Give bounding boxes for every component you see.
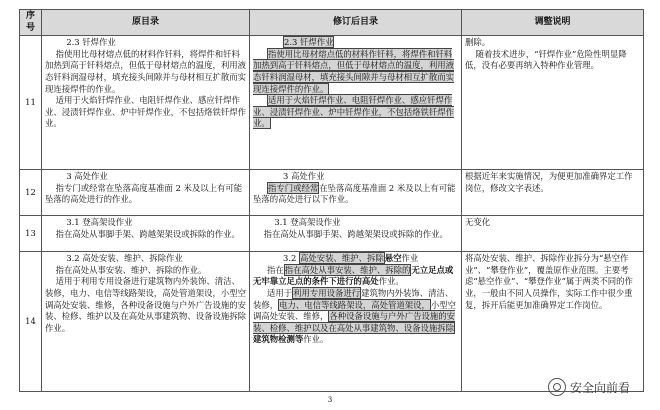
row-number: 11 xyxy=(20,36,42,170)
page-number: 3 xyxy=(327,396,333,404)
revised-para: 适用于火焰钎焊作业、电阻钎焊作业、感应钎焊作业、浸渍钎焊作业、炉中钎焊作业，不包括烙铁钎焊作业。 xyxy=(253,95,454,129)
wechat-icon xyxy=(548,378,566,396)
header-revised: 修订后目录 xyxy=(250,10,462,36)
table-header-row xyxy=(20,10,644,36)
original-cell: 2.3 钎焊作业 指使用比母材熔点低的材料作钎料，将焊件和钎料加热到高于钎料熔点，但低于母材熔点的温度，利用液态钎料润湿母材，填充接头间隙并与母材相互扩散而实现连接焊件的作业。 适用于火焰钎焊作业、电阻钎焊作业、感应钎焊作业、浸渍钎焊作业、炉中钎焊作业，不包括烙铁钎焊作业。 xyxy=(42,36,250,170)
note-cell: 根据近年来实施情况，为便更加准确界定工作岗位，修改文字表述。 xyxy=(462,170,644,216)
table-row xyxy=(20,216,644,252)
row-number: 12 xyxy=(20,170,42,216)
row-number: 14 xyxy=(20,252,42,392)
header-original: 原目录 xyxy=(42,10,250,36)
revised-para: 指在指在高处从事安装、维护、拆除的无立足点或无牢靠立足点的条件下进行的高处作业。 xyxy=(253,264,454,287)
revised-para: 指专门或经常在坠落高度基准面 2 米及以上有可能坠落的高处进行以下作业。 xyxy=(253,182,456,205)
note-cell: 删除。 随着技术进步，“钎焊作业”危险性明显降低，没有必要再纳入特种作业管理。 xyxy=(462,36,644,170)
note-cell: 无变化 xyxy=(462,216,644,252)
watermark-text: 安全向前看 xyxy=(569,380,630,395)
row-number: 13 xyxy=(20,216,42,252)
directory-revision-table xyxy=(19,9,644,392)
table-row xyxy=(20,36,644,170)
table-row xyxy=(20,170,644,216)
table-row xyxy=(20,252,644,392)
revised-cell xyxy=(250,170,462,216)
header-note: 调整说明 xyxy=(462,10,644,36)
revised-cell xyxy=(250,36,462,170)
revised-title: 3 高处作业 xyxy=(283,171,325,182)
header-no: 序号 xyxy=(20,10,42,36)
original-cell: 3.1 登高架设作业 指在高处从事脚手架、跨越架架设或拆除的作业。 xyxy=(42,216,250,252)
revised-cell: 3.1 登高架设作业 指在高处从事脚手架、跨越架架设或拆除的作业。 xyxy=(250,216,462,252)
revised-cell xyxy=(250,252,462,392)
original-cell: 3.2 高处安装、维护、拆除作业 指在高处从事安装、维护、拆除的作业。 适用于利用专用设备进行建筑物内外装饰、清洁、装修，电力、电信等线路架设，高处管道架设，小型空调高处安装、维修，各种设备设施与户外广告设施的安装、检修、维护以及在高处从事建筑物、设备设施拆除作业。 xyxy=(42,252,250,392)
revised-title: 3.2 高处安装、维护、拆除悬空作业 xyxy=(283,253,419,264)
revised-title: 2.3 钎焊作业 xyxy=(284,37,334,48)
note-cell: 将高处安装、维护、拆除作业拆分为“悬空作业”、“攀登作业”，覆盖原作业范围。主要考虑“悬空作业”、“攀登作业”属于两类不同的作业，一般由不同人员操作，实际工作中很少重复，拆开后能更加准确界定工作岗位。 xyxy=(462,252,644,392)
revised-para: 适用于利用专用设备进行建筑物内外装饰、清洁、装修，电力、电信等线路架设，高处管道架设，小型空调高处安装、维修，各种设备设施与户外广告设施的安装、检修、维护以及在高处从事建筑物、设备设施拆除建筑物检测等作业。 xyxy=(253,287,456,345)
original-cell: 3 高处作业 指专门或经常在坠落高度基准面 2 米及以上有可能坠落的高处进行的作业。 xyxy=(42,170,250,216)
watermark xyxy=(548,378,630,396)
revised-para: 指使用比母材熔点低的材料作钎料，将焊件和钎料加热到高于钎料熔点，但低于母材熔点的温度，利用液态钎料润湿母材，填充接头间隙并与母材相互扩散而实现连接焊件的作业。 xyxy=(253,48,454,94)
